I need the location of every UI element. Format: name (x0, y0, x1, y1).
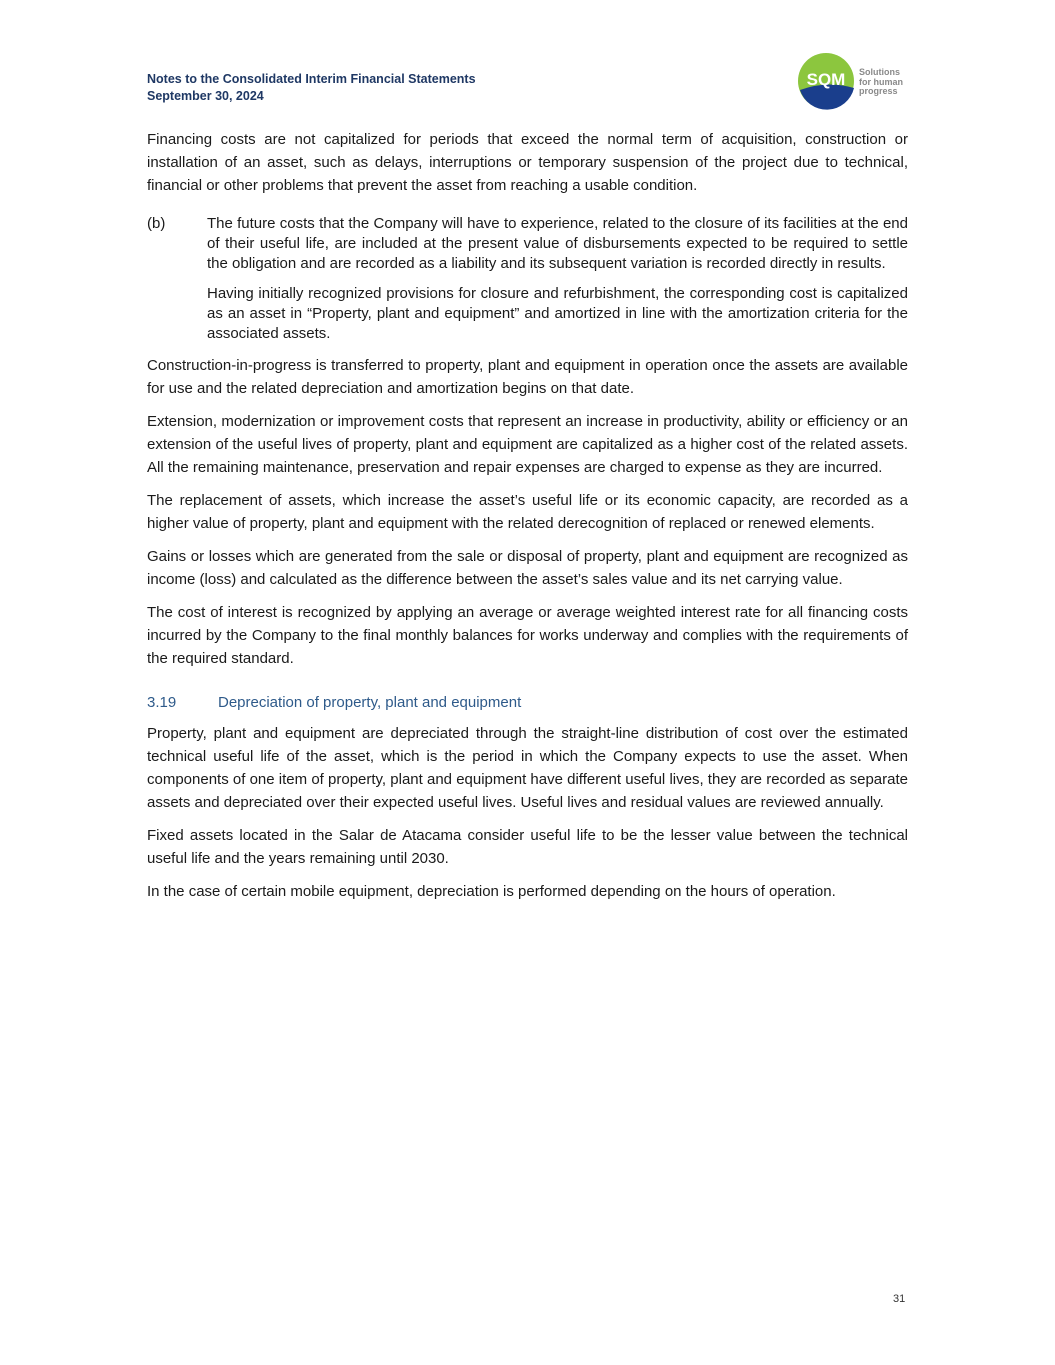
paragraph-closure-costs: The future costs that the Company will have to experience, related to the closure of its facilities at the end of their useful life, are included at the present value of disbursements expected to be required to settle the obligation and are recorded as a liability and its subsequent variation is recorded directly in results. (207, 215, 908, 272)
logo-tagline-line: Solutions (859, 67, 900, 77)
paragraph-construction-in-progress: Construction-in-progress is transferred to property, plant and equipment in operation once the assets are available for use and the related depreciation and amortization begins on that date. (147, 357, 908, 397)
section-number: 3.19 (147, 694, 177, 711)
paragraph-mobile-equipment: In the case of certain mobile equipment, depreciation is performed depending on the hours of operation. (147, 883, 836, 900)
paragraph-closure-provisions: Having initially recognized provisions for closure and refurbishment, the corresponding cost is capitalized as an asset in “Property, plant and equipment” and amortized in line with the amortization criteria for the associated assets. (207, 285, 908, 342)
page-number: 31 (893, 1293, 906, 1305)
logo-tagline-line: progress (859, 86, 898, 96)
logo-tagline (859, 68, 903, 97)
section-heading (147, 692, 908, 714)
header-title: Notes to the Consolidated Interim Financial Statements (147, 72, 476, 86)
list-item-label: (b) (147, 215, 166, 232)
logo-tagline-line: for human (859, 76, 903, 87)
paragraph-salar-de-atacama: Fixed assets located in the Salar de Atacama consider useful life to be the lesser value between the technical useful life and the years remaining until 2030. (147, 827, 908, 867)
section-title: Depreciation of property, plant and equipment (218, 694, 522, 711)
paragraph-cost-of-interest: The cost of interest is recognized by applying an average or average weighted interest rate for all financing costs incurred by the Company to the final monthly balances for works underway and complies with the requirements of the required standard. (147, 604, 908, 667)
document-body (147, 128, 908, 903)
paragraph-replacement-assets: The replacement of assets, which increase the asset’s useful life or its economic capacity, are recorded as a higher value of property, plant and equipment with the related derecognition of replaced or renewed elements. (147, 492, 908, 532)
paragraph-depreciation-method: Property, plant and equipment are depreciated through the straight-line distribution of cost over the estimated technical useful life of the asset, which is the period in which the Company expects to use the asset. When components of one item of property, plant and equipment have different useful lives, they are recorded as separate assets and depreciated over their expected useful lives. Useful lives and residual values are reviewed annually. (147, 725, 908, 811)
sqm-logo-mark (797, 52, 857, 110)
list-item-body (207, 214, 908, 344)
header-date: September 30, 2024 (147, 89, 264, 103)
paragraph-gains-losses: Gains or losses which are generated from the sale or disposal of property, plant and equipment are recognized as income (loss) and calculated as the difference between the asset’s sales value and its net carrying value. (147, 548, 908, 588)
page-header (147, 71, 476, 105)
list-item-b (147, 214, 908, 344)
sqm-logo (797, 52, 917, 110)
paragraph-financing-costs: Financing costs are not capitalized for periods that exceed the normal term of acquisition, construction or installation of an asset, such as delays, interruptions or temporary suspension of the project due to technical, financial or other problems that prevent the asset from reaching a usable condition. (147, 131, 908, 194)
paragraph-extension-costs: Extension, modernization or improvement costs that represent an increase in productivity, ability or efficiency or an extension of the useful lives of property, plant and equipment are capitalized as a higher cost of the related assets. All the remaining maintenance, preservation and repair expenses are charged to expense as they are incurred. (147, 413, 908, 476)
logo-brand-text: SQM (806, 70, 846, 89)
